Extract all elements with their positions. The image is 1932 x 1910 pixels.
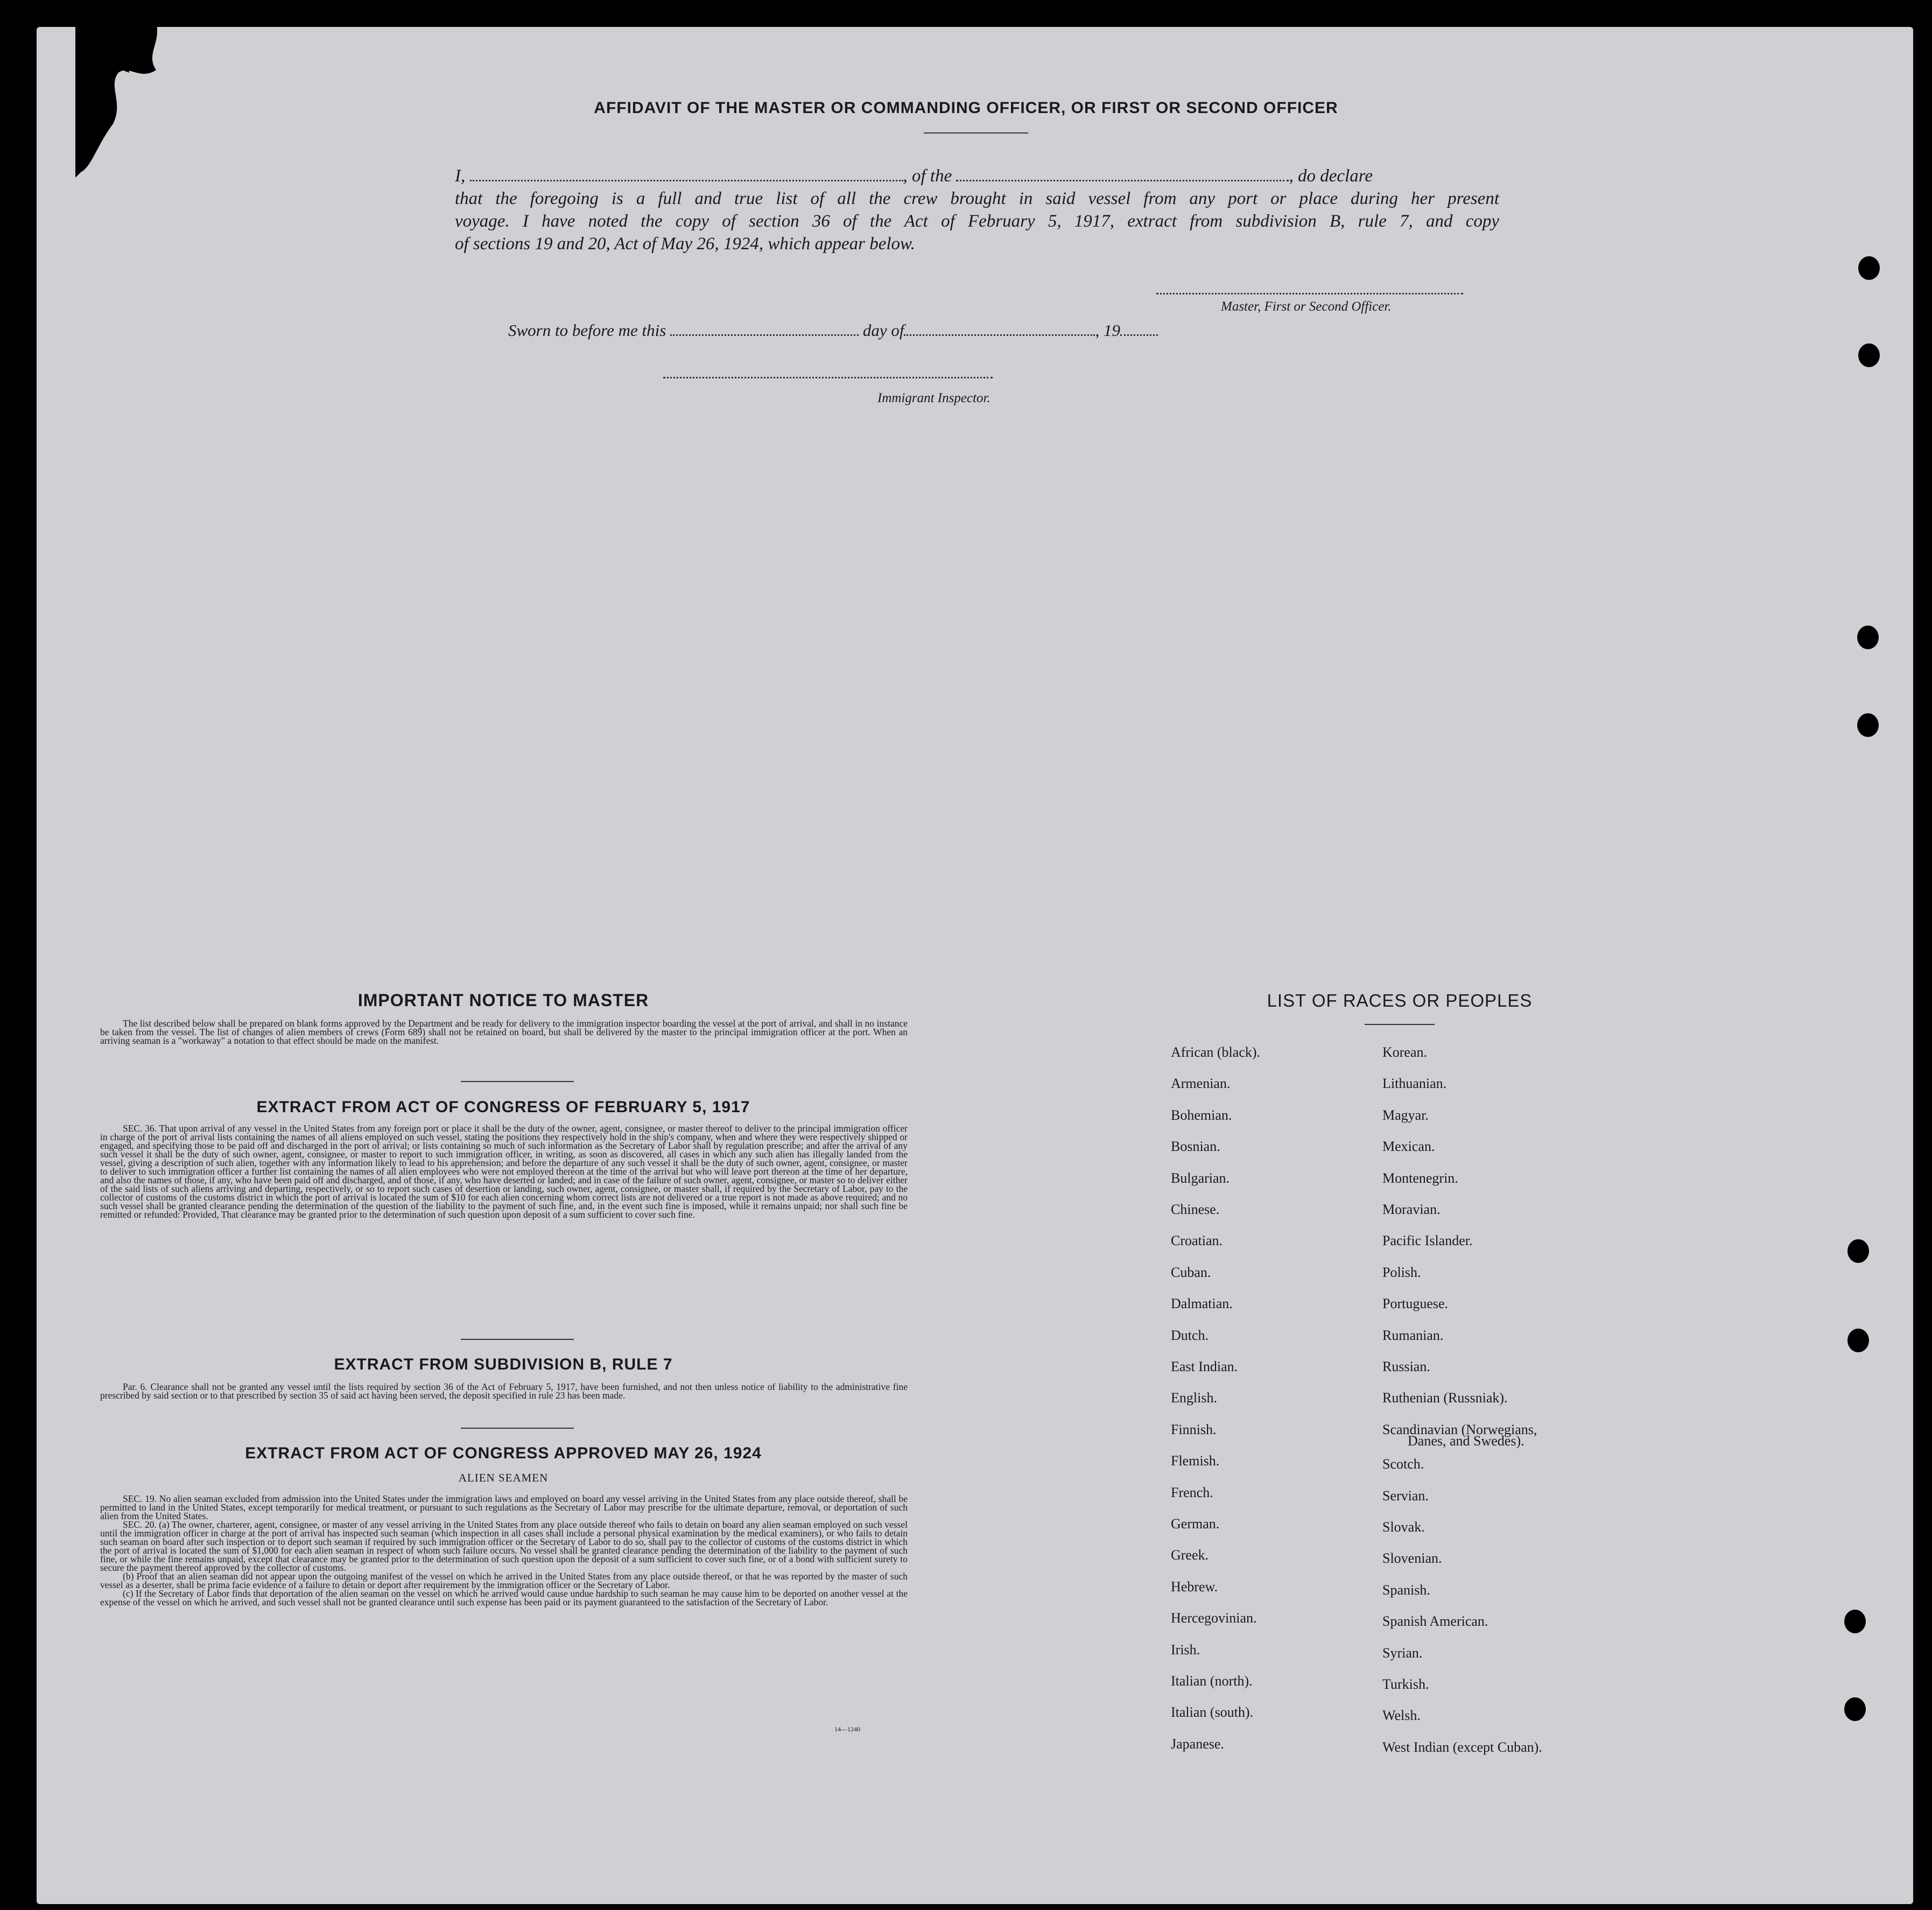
race-item: Italian (north). [1171, 1673, 1253, 1689]
race-item: Dalmatian. [1171, 1296, 1233, 1311]
inspector-caption: Immigrant Inspector. [877, 391, 990, 405]
race-item: German. [1171, 1516, 1220, 1532]
race-item: Lithuanian. [1382, 1076, 1447, 1091]
affidavit-line-2: that the foregoing is a full and true list of all the crew brought in said vessel from any port or place during her present [455, 189, 1499, 208]
extract-1924-text [100, 1494, 908, 1606]
sworn-day-field[interactable] [670, 324, 859, 336]
race-item: Hebrew. [1171, 1579, 1218, 1595]
notice-title: IMPORTANT NOTICE TO MASTER [357, 991, 649, 1010]
sec-36-paragraph: SEC. 36. That upon arrival of any vessel in the United States from any foreign port or place it shall be the duty of the owner, agent, consignee, or master thereof to deliver to the principal immigration officer in charge of the port of arrival lists containing the names of all aliens employed on such vessel, stating the positions they respectively hold in the ship's company, when and where they were respectively shipped or engaged, and specifying those to be paid off and discharged in the port of arrival; or lists containing so much of such information as the Secretary of Labor shall by regulation prescribe; and after the arrival of any such vessel it shall be the duty of such owner, agent, consignee, or master to report to such immigration officer, in writing, as soon as discovered, all cases in which any such alien has illegally landed from the vessel, giving a description of such alien, together with any information likely to lead to his apprehension; and before the departure of any such vessel it shall be the duty of such owner, agent, consignee, or master to deliver to such immigration officer a further list containing the names of all alien employees who were not employed thereon at the time of the arrival but who will leave port thereon at the time of her departure, and also the names of those, if any, who have been paid off and discharged, and of those, if any, who have deserted or landed; and in case of the failure of such owner, agent, consignee, or master so to deliver either of the said lists of such aliens arriving and departing, respectively, or so to report such cases of desertion or landing, such owner, agent, consignee, or master shall, if required by the Secretary of Labor, pay to the collector of customs of the customs district in which the port of arrival is located the sum of $10 for each alien concerning whom correct lists are not delivered or a true report is not made as above required; and no such vessel shall be granted clearance pending the determination of the question of the liability to the payment of such fine, and, in the event such fine is imposed, while it remains unpaid; nor shall such fine be remitted or refunded: Provided, That clearance may be granted prior to the determination of such question upon deposit of a sum sufficient to cover such fine. [100, 1123, 908, 1220]
notice-paragraph: The list described below shall be prepared on blank forms approved by the Department and be ready for delivery to the immigration inspector boarding the vessel at the port of arrival, and shall in no instance be taken from the vessel. The list of changes of alien members of crews (Form 689) shall not be retained on board, but shall be delivered by the master to the principal immigration officer at the port. When an arriving seaman is a "workaway" a notation to that effect should be made on the manifest. [100, 1018, 908, 1046]
signature-line[interactable] [1156, 293, 1463, 294]
sworn-year-field[interactable] [1120, 324, 1158, 336]
binder-hole [1847, 1329, 1869, 1352]
sworn-year-label: , 19 [1095, 321, 1120, 340]
race-item: Hercegovinian. [1171, 1610, 1257, 1626]
divider [924, 132, 1028, 134]
binder-hole [1858, 256, 1880, 280]
race-item: Italian (south). [1171, 1704, 1254, 1720]
race-item: East Indian. [1171, 1359, 1238, 1374]
race-item: English. [1171, 1390, 1217, 1406]
alien-seamen-subtitle: ALIEN SEAMEN [458, 1471, 549, 1484]
sworn-line [508, 321, 1158, 340]
of-label: , of the [903, 166, 952, 186]
vessel-field[interactable] [956, 169, 1289, 181]
race-item: Ruthenian (Russniak). [1382, 1390, 1508, 1406]
race-item: Finnish. [1171, 1422, 1217, 1437]
race-item: Flemish. [1171, 1453, 1220, 1469]
par-6-paragraph: Par. 6. Clearance shall not be granted any vessel until the lists required by section 36 of the Act of February 5, 1917, have been furnished, and not then unless notice of liability to the administrative fine prescribed by said section or to that prescribed by section 35 of said act having been served, the deposit specified in rule 23 has been made. [100, 1381, 908, 1401]
binder-hole [1857, 626, 1879, 649]
race-item: Slovenian. [1382, 1550, 1442, 1566]
sec-20c-paragraph: (c) If the Secretary of Labor finds that deportation of the alien seaman on the vessel on which he arrived would cause undue hardship to such seaman he may cause him to be deported on another vessel at the expense of the vessel on which he arrived, and such vessel shall not be granted clearance until such expense has been paid or its payment guaranteed to the satisfaction of the Secretary of Labor. [100, 1588, 908, 1607]
race-item: Welsh. [1382, 1708, 1421, 1723]
divider [461, 1081, 574, 1082]
race-item: Japanese. [1171, 1736, 1224, 1752]
race-item: Bosnian. [1171, 1139, 1220, 1154]
race-item: Moravian. [1382, 1202, 1441, 1217]
race-item: Korean. [1382, 1044, 1428, 1060]
race-item: Bulgarian. [1171, 1170, 1230, 1186]
binder-hole [1844, 1610, 1866, 1633]
affidavit-line-4: of sections 19 and 20, Act of May 26, 1924, which appear below. [455, 234, 915, 254]
race-item: Spanish American. [1382, 1613, 1488, 1629]
declarant-label: I, [455, 166, 466, 186]
race-item: French. [1171, 1485, 1213, 1500]
races-title: LIST OF RACES OR PEOPLES [1267, 991, 1533, 1010]
rule-7-text [100, 1382, 908, 1400]
sec-20a-paragraph: SEC. 20. (a) The owner, charterer, agent, consignee, or master of any vessel arriving in the United States from any place outside thereof who fails to detain on board any alien seaman employed on such vessel until the immigration officer in charge at the port of arrival has inspected such seaman (which inspection in all cases shall include a personal physical examination by the medical examiners), or who fails to detain such seaman on board after such inspection or to deport such seaman if required by such immigration officer or the Secretary of Labor to do so, shall pay to the collector of customs of the customs district in which the port of arrival is located the sum of $1,000 for each alien seaman in respect of whom such failure occurs. No vessel shall be granted clearance pending the determination of the liability to the payment of such fine, or while the fine remains unpaid, except that clearance may be granted prior to the determination of such question upon the deposit of a sum sufficient to cover such fine, or of a bond with sufficient surety to secure the payment thereof approved by the collector of customs. [100, 1519, 908, 1573]
race-item: Dutch. [1171, 1328, 1209, 1343]
race-item: Cuban. [1171, 1265, 1211, 1280]
race-item: Scandinavian (Norwegians, [1382, 1422, 1537, 1437]
race-item: Polish. [1382, 1265, 1421, 1280]
binder-hole [1847, 1239, 1869, 1263]
race-item: Servian. [1382, 1488, 1429, 1504]
race-item: Portuguese. [1382, 1296, 1449, 1311]
inspector-signature-line[interactable] [663, 377, 993, 378]
race-item: Russian. [1382, 1359, 1430, 1374]
sworn-day-label: day of [862, 321, 904, 340]
race-item: Scotch. [1382, 1456, 1424, 1472]
extract-1917-text [100, 1124, 908, 1219]
declare-label: , do declare [1289, 166, 1373, 186]
race-item: Mexican. [1382, 1139, 1435, 1154]
binder-hole [1857, 713, 1879, 737]
race-item: West Indian (except Cuban). [1382, 1739, 1542, 1755]
race-item: Turkish. [1382, 1676, 1429, 1692]
rule-7-title: EXTRACT FROM SUBDIVISION B, RULE 7 [334, 1356, 673, 1373]
sec-20b-paragraph: (b) Proof that an alien seaman did not appear upon the outgoing manifest of the vessel on which he arrived in the United States from any place outside thereof, or that he was reported by the master of such vessel as a deserter, shall be prima facie evidence of a failure to detain or deport after requirement by the immigration officer or the Secretary of Labor. [100, 1571, 908, 1590]
form-number: 14—1240 [834, 1725, 860, 1733]
race-item: Pacific Islander. [1382, 1233, 1473, 1248]
race-item: African (black). [1171, 1044, 1261, 1060]
sec-19-paragraph: SEC. 19. No alien seaman excluded from admission into the United States under the immigration laws and employed on board any vessel arriving in the United States from any place outside thereof, shall be permitted to land in the United States, except temporarily for medical treatment, or pursuant to such regulations as the Secretary of Labor may prescribe for the ultimate departure, removal, or deportation of such alien from the United States. [100, 1493, 908, 1521]
binder-hole [1858, 343, 1880, 367]
race-item: Syrian. [1382, 1645, 1423, 1661]
divider [1365, 1024, 1435, 1025]
affidavit-title: AFFIDAVIT OF THE MASTER OR COMMANDING OFFICER, OR FIRST OR SECOND OFFICER [594, 99, 1338, 117]
divider [461, 1339, 574, 1340]
race-item: Croatian. [1171, 1233, 1223, 1248]
race-item: Montenegrin. [1382, 1170, 1458, 1186]
race-item: Slovak. [1382, 1519, 1425, 1535]
notice-text [100, 1019, 908, 1045]
extract-1917-title: EXTRACT FROM ACT OF CONGRESS OF FEBRUARY 5, 1917 [256, 1098, 750, 1116]
sworn-month-field[interactable] [904, 324, 1095, 336]
race-item: Armenian. [1171, 1076, 1231, 1091]
extract-1924-title: EXTRACT FROM ACT OF CONGRESS APPROVED MAY 26, 1924 [245, 1444, 762, 1462]
document-sheet [37, 27, 1913, 1904]
race-item: Irish. [1171, 1642, 1200, 1658]
divider [461, 1428, 574, 1429]
race-item: Chinese. [1171, 1202, 1220, 1217]
affidavit-line-1 [455, 165, 1499, 187]
race-item: Spanish. [1382, 1582, 1430, 1598]
sworn-prefix: Sworn to before me this [508, 321, 666, 340]
race-item: Rumanian. [1382, 1328, 1444, 1343]
race-continuation: Danes, and Swedes). [1408, 1433, 1524, 1449]
affidavit-line-3: voyage. I have noted the copy of section 36 of the Act of February 5, 1917, extract from subdivision B, rule 7, and copy [455, 212, 1499, 231]
binder-hole [1844, 1697, 1866, 1721]
name-field[interactable] [470, 169, 903, 181]
affidavit-body [455, 165, 1499, 255]
race-item: Magyar. [1382, 1107, 1429, 1123]
race-item: Bohemian. [1171, 1107, 1232, 1123]
race-item: Greek. [1171, 1547, 1209, 1563]
signature-caption: Master, First or Second Officer. [1221, 299, 1392, 314]
